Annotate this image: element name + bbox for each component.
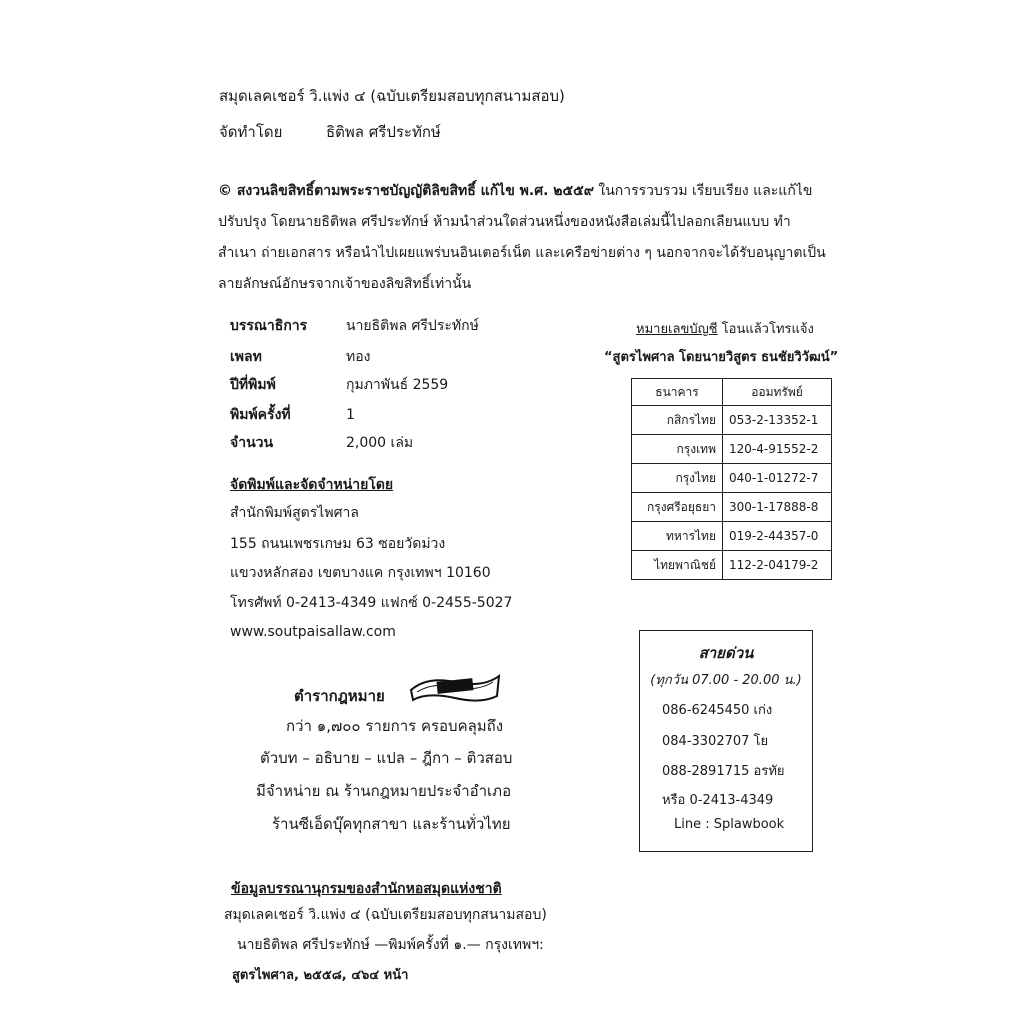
hotline-phone: 086-6245450 เก่ง — [662, 703, 773, 718]
copyright-text: ในการรวบรวม เรียบเรียง และแก้ไข ปรับปรุง โดยนายธิติพล ศรีประทักษ์ ห้ามนำส่วนใดส่วนหนึ่งของหนังสือเล่มนี้ไปลอกเลียนแบบ ทำสำเนา ถ่ายเอกสาร หรือนำไปเผยแพร่บนอินเตอร์เน็ต และเครือข่ายต่าง ๆ นอกจากจะได้รับอนุญาตเป็นลายลักษณ์อักษรจากเจ้าของลิขสิทธิ์เท่านั้น — [218, 183, 826, 292]
details-row-editor — [230, 315, 479, 337]
publisher-heading: จัดพิมพ์และจัดจำหน่ายโดย — [230, 477, 394, 493]
details-value: 2,000 เล่ม — [346, 435, 414, 451]
hotline-phone: 084-3302707 โย — [662, 734, 769, 749]
bank-title — [636, 318, 814, 339]
hotline-hours: (ทุกวัน 07.00 - 20.00 น.) — [650, 673, 802, 688]
catalog-heading: ข้อมูลบรรณานุกรมของสำนักหอสมุดแห่งชาติ — [231, 881, 502, 897]
table-row — [632, 493, 832, 522]
account-number: 300-1-17888-8 — [723, 493, 832, 522]
hotline-phone: 088-2891715 อรทัย — [662, 764, 785, 779]
bank-table — [631, 378, 832, 580]
details-label: จำนวน — [230, 435, 274, 451]
bank-name: ไทยพาณิชย์ — [632, 551, 723, 580]
table-row — [632, 406, 832, 435]
catalog-line-2: นายธิติพล ศรีประทักษ์ —พิมพ์ครั้งที่ ๑.— กรุงเทพฯ: — [237, 937, 544, 953]
promo-title: ตำรากฎหมาย — [294, 687, 385, 705]
details-row-year — [230, 374, 448, 396]
catalog-line-3: สูตรไพศาล, ๒๕๕๘, ๔๖๔ หน้า — [232, 968, 409, 983]
details-row-plate — [230, 346, 370, 368]
publisher-address-1: 155 ถนนเพชรเกษม 63 ซอยวัดม่วง — [230, 536, 446, 552]
author-label: จัดทำโดย — [219, 123, 283, 141]
author-name: ธิติพล ศรีประทักษ์ — [326, 123, 441, 141]
book-title: สมุดเลคเชอร์ วิ.แพ่ง ๔ (ฉบับเตรียมสอบทุกสนามสอบ) — [219, 87, 565, 105]
hotline-title: สายด่วน — [698, 644, 754, 662]
account-number: 053-2-13352-1 — [723, 406, 832, 435]
details-value: นายธิติพล ศรีประทักษ์ — [346, 318, 479, 334]
bank-name: กสิกรไทย — [632, 406, 723, 435]
details-label: ปีที่พิมพ์ — [230, 377, 276, 393]
table-row — [632, 464, 832, 493]
publisher-name: สำนักพิมพ์สูตรไพศาล — [230, 505, 359, 521]
bank-name: กรุงศรีอยุธยา — [632, 493, 723, 522]
bank-name: กรุงเทพ — [632, 435, 723, 464]
publisher-address-2: แขวงหลักสอง เขตบางแค กรุงเทพฯ 10160 — [230, 565, 491, 581]
promo-line-1: กว่า ๑,๗๐๐ รายการ ครอบคลุมถึง — [286, 717, 504, 735]
bank-name: กรุงไทย — [632, 464, 723, 493]
publisher-logo-stamp — [407, 668, 503, 704]
account-number: 019-2-44357-0 — [723, 522, 832, 551]
account-number: 112-2-04179-2 — [723, 551, 832, 580]
column-header-bank: ธนาคาร — [632, 379, 723, 406]
column-header-savings: ออมทรัพย์ — [723, 379, 832, 406]
details-label: บรรณาธิการ — [230, 318, 308, 334]
publisher-website: www.soutpaisallaw.com — [230, 624, 396, 640]
details-label: เพลท — [230, 349, 262, 365]
hotline-phone: หรือ 0-2413-4349 — [662, 793, 774, 808]
bank-title-underlined: หมายเลขบัญชี — [636, 322, 718, 337]
publisher-phone: โทรศัพท์ 0-2413-4349 แฟกซ์ 0-2455-5027 — [230, 595, 513, 611]
details-value: 1 — [346, 407, 355, 423]
promo-line-2: ตัวบท – อธิบาย – แปล – ฎีกา – ติวสอบ — [260, 749, 513, 767]
promo-line-4: ร้านซีเอ็ดบุ๊คทุกสาขา และร้านทั่วไทย — [272, 815, 511, 833]
table-row — [632, 551, 832, 580]
table-row — [632, 522, 832, 551]
details-row-edition — [230, 404, 355, 426]
table-header-row — [632, 379, 832, 406]
bank-title-rest: โอนแล้วโทรแจ้ง — [717, 322, 814, 337]
details-label: พิมพ์ครั้งที่ — [230, 407, 291, 423]
bank-name: ทหารไทย — [632, 522, 723, 551]
hotline-line-id: Line : Splawbook — [674, 817, 785, 832]
account-number: 040-1-01272-7 — [723, 464, 832, 493]
catalog-line-1: สมุดเลคเชอร์ วิ.แพ่ง ๔ (ฉบับเตรียมสอบทุกสนามสอบ) — [224, 907, 547, 923]
copyright-statement: © สงวนลิขสิทธิ์ตามพระราชบัญญัติลิขสิทธิ์ แก้ไข พ.ศ. ๒๕๕๙ — [218, 183, 594, 199]
promo-line-3: มีจำหน่าย ณ ร้านกฎหมายประจำอำเภอ — [256, 782, 512, 800]
hotline-box — [639, 630, 813, 852]
account-number: 120-4-91552-2 — [723, 435, 832, 464]
details-row-quantity — [230, 432, 413, 454]
bank-account-name: “สูตรไพศาล โดยนายวิสูตร ธนชัยวิวัฒน์” — [604, 350, 839, 365]
copyright-notice — [218, 176, 828, 300]
details-value: ทอง — [346, 349, 371, 365]
details-value: กุมภาพันธ์ 2559 — [346, 377, 449, 393]
table-row — [632, 435, 832, 464]
